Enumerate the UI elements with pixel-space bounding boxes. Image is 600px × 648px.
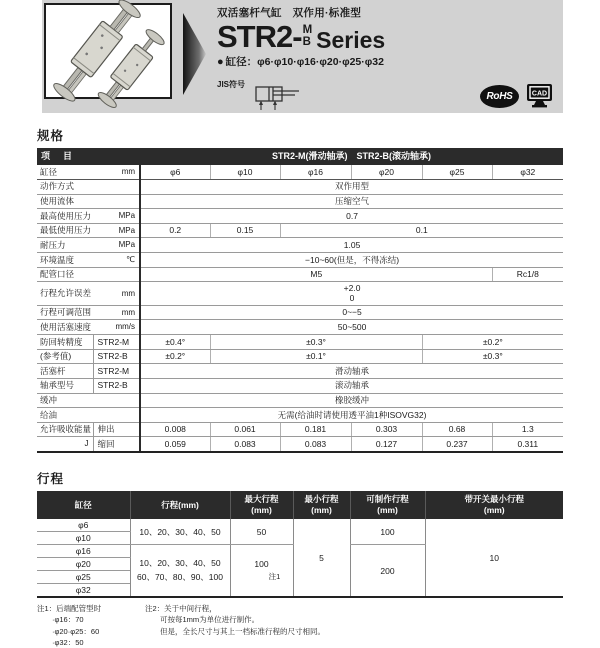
rotation-m-value: ±0.4° xyxy=(140,335,210,350)
spec-section-heading: 规格 xyxy=(37,129,65,143)
footnote-2-line: 但是，全长尺寸与其上一档标准行程的尺寸相同。 xyxy=(160,626,325,636)
stroke-bore-cell: φ20 xyxy=(37,558,130,571)
bullet-icon: ● xyxy=(217,55,224,68)
energy-retract-value: 0.237 xyxy=(422,437,492,451)
mfg-stroke-group1: 100 xyxy=(350,519,425,545)
svg-text:CAD: CAD xyxy=(531,90,548,98)
certification-badges xyxy=(480,84,553,108)
stroke-table xyxy=(37,491,563,596)
spec-value-action: 双作用型 xyxy=(140,179,563,194)
stroke-tolerance-value xyxy=(140,282,563,306)
spec-sublabel-rotation-m: STR2-M xyxy=(93,335,140,350)
spec-value-piston-speed: 50~500 xyxy=(140,320,563,335)
spec-value-lubrication: 无需(给油时请使用透平油1种ISOVG32) xyxy=(140,408,563,423)
port-size-m5: M5 xyxy=(140,267,492,282)
energy-extend-value: 0.303 xyxy=(351,422,422,437)
bore-value: φ25 xyxy=(422,165,492,179)
spec-value-max-pressure: 0.7 xyxy=(140,209,563,224)
energy-retract-value: 0.083 xyxy=(210,437,280,451)
spec-label-piston-rod: 活塞杆 xyxy=(37,364,93,379)
energy-extend-value: 0.181 xyxy=(280,422,351,437)
spec-row-port-size xyxy=(37,267,563,282)
footnote-2-line: 可按每1mm为单位进行制作。 xyxy=(160,615,260,625)
spec-label-action: 动作方式 xyxy=(37,179,140,194)
series-variant-m: M xyxy=(302,23,313,36)
rotation-b-value: ±0.3° xyxy=(422,349,563,364)
spec-unit-stroke-adjust: mm xyxy=(93,305,140,320)
footnote-1-line: ·φ32：50 xyxy=(52,637,84,647)
stroke-header-max-line2: (mm) xyxy=(251,505,272,516)
stroke-values-group2 xyxy=(130,545,230,597)
rotation-b-value: ±0.1° xyxy=(210,349,422,364)
series-variant-stack xyxy=(303,25,313,48)
stroke-bore-cell: φ25 xyxy=(37,571,130,584)
stroke-bore-cell: φ32 xyxy=(75,585,91,596)
product-subtitle: 双活塞杆气缸 双作用·标准型 xyxy=(217,7,362,19)
max-stroke-group1: 50 xyxy=(230,519,293,545)
spec-row-stroke-adjust xyxy=(37,305,563,320)
rotation-b-value: ±0.2° xyxy=(140,349,210,364)
spec-sublabel-rotation-b: STR2-B xyxy=(93,349,140,364)
spec-label-stroke-adjust: 行程可调范围 xyxy=(37,305,93,320)
spec-label-proof-pressure: 耐压力 xyxy=(37,238,93,253)
spec-value-fluid: 压缩空气 xyxy=(140,194,563,209)
spec-label-ambient-temp: 环境温度 xyxy=(37,253,93,268)
spec-unit-stroke-tolerance: mm xyxy=(93,282,140,306)
footnote-2-title: 注2：关于中间行程， xyxy=(145,604,217,614)
spec-row-max-pressure xyxy=(37,209,563,224)
spec-unit-piston-speed: mm/s xyxy=(93,320,140,335)
cylinder-product-image xyxy=(46,5,170,97)
rohs-badge-icon: RoHS xyxy=(480,85,519,108)
stroke-header-mfg xyxy=(350,491,425,519)
stroke-header-switch xyxy=(425,491,563,519)
spec-sublabel-retract: 缩回 xyxy=(93,437,140,451)
port-size-rc: Rc1/8 xyxy=(492,267,563,282)
stroke-values-group1: 10、20、30、40、50 xyxy=(130,519,230,545)
spec-label-min-pressure: 最低使用压力 xyxy=(37,223,93,238)
stroke-header-row xyxy=(37,491,563,519)
spec-header-models: STR2-M(滑动轴承) STR2-B(滚动轴承) xyxy=(140,148,563,165)
spec-unit-min-pressure: MPa xyxy=(93,223,140,238)
hero-text-block xyxy=(217,5,385,69)
spec-label-max-pressure: 最高使用压力 xyxy=(37,209,93,224)
stroke-header-stroke: 行程(mm) xyxy=(130,491,230,519)
footnotes xyxy=(37,603,563,648)
spec-row-piston-speed xyxy=(37,320,563,335)
stroke-bore-cell: φ6 xyxy=(37,519,130,532)
bore-value: φ10 xyxy=(210,165,280,179)
bore-value: φ16 xyxy=(280,165,351,179)
min-pressure-value: 0.15 xyxy=(210,223,280,238)
spec-label-port-size: 配管口径 xyxy=(37,267,140,282)
cad-download-icon xyxy=(526,84,553,108)
stroke-header-switch-line1: 带开关最小行程 xyxy=(464,494,524,505)
product-photo xyxy=(44,3,172,99)
bore-sizes-text: 缸径：φ6·φ10·φ16·φ20·φ25·φ32 xyxy=(225,56,384,68)
footnote-2 xyxy=(145,603,563,648)
bore-value: φ6 xyxy=(140,165,210,179)
stroke-header-mfg-line1: 可制作行程 xyxy=(366,494,409,505)
spec-label-piston-speed: 使用活塞速度 xyxy=(37,320,93,335)
stroke-header-bore: 缸径 xyxy=(37,491,130,519)
spec-unit-max-pressure: MPa xyxy=(93,209,140,224)
stroke-header-max-line1: 最大行程 xyxy=(244,494,279,505)
energy-extend-value: 0.061 xyxy=(210,422,280,437)
spec-unit-ambient-temp: ℃ xyxy=(93,253,140,268)
spec-label-rotation: 防回转精度 xyxy=(37,335,93,350)
spec-label-stroke-tolerance: 行程允许误差 xyxy=(37,282,93,306)
spec-row-cushion xyxy=(37,393,563,408)
spec-sublabel-bearing-m: STR2-M xyxy=(93,364,140,379)
switch-min-stroke-all: 10 xyxy=(425,519,563,596)
footnote-1-title: 注1：后端配管型时 xyxy=(37,604,102,614)
spec-row-rotation-b xyxy=(37,349,563,364)
series-variant-b: B xyxy=(302,35,311,48)
series-prefix: STR2- xyxy=(217,19,302,54)
spec-row-bore xyxy=(37,165,563,179)
spec-row-fluid xyxy=(37,194,563,209)
stroke-section-heading: 行程 xyxy=(37,472,65,487)
spec-label-bearing-type: 轴承型号 xyxy=(37,378,93,393)
stroke-bore-cell: φ10 xyxy=(37,532,130,545)
series-suffix: Series xyxy=(316,27,386,53)
stroke-header-max xyxy=(230,491,293,519)
spec-row-bearing-b xyxy=(37,378,563,393)
rotation-m-value: ±0.2° xyxy=(422,335,563,350)
stroke-values-group2-line1: 10、20、30、40、50 xyxy=(139,558,221,569)
spec-table xyxy=(37,148,563,451)
spec-value-stroke-adjust: 0~−5 xyxy=(140,305,563,320)
spec-label-energy-unit: J xyxy=(84,439,89,449)
energy-extend-value: 0.008 xyxy=(140,422,210,437)
max-stroke-group2-note: 注1 xyxy=(268,572,281,582)
stroke-tolerance-top: +2.0 xyxy=(343,282,361,293)
spec-label-energy: 允许吸收能量 xyxy=(37,422,93,437)
stroke-bore-cell: φ16 xyxy=(37,545,130,558)
footnote-1-line: ·φ16：70 xyxy=(52,615,84,625)
stroke-row-phi6 xyxy=(37,519,563,532)
spec-row-ambient-temp xyxy=(37,253,563,268)
series-title xyxy=(217,21,385,52)
spec-row-rotation-m xyxy=(37,335,563,350)
stroke-values-group2-line2: 60、70、80、90、100 xyxy=(136,571,223,582)
stroke-header-min-line1: 最小行程 xyxy=(304,494,339,505)
spec-row-lubrication xyxy=(37,408,563,423)
spec-label-cushion: 缓冲 xyxy=(37,393,140,408)
spec-header-item: 项 目 xyxy=(37,148,140,165)
energy-retract-value: 0.083 xyxy=(280,437,351,451)
stroke-header-min xyxy=(293,491,350,519)
max-stroke-group2-value: 100 xyxy=(254,559,269,570)
energy-extend-value: 1.3 xyxy=(492,422,563,437)
energy-extend-value: 0.68 xyxy=(422,422,492,437)
spec-row-energy-extend xyxy=(37,422,563,437)
spec-row-min-pressure xyxy=(37,223,563,238)
stroke-table-wrap xyxy=(37,491,563,598)
spec-value-proof-pressure: 1.05 xyxy=(140,238,563,253)
min-pressure-value: 0.2 xyxy=(140,223,210,238)
spec-row-bearing-m xyxy=(37,364,563,379)
stroke-header-min-line2: (mm) xyxy=(311,505,332,516)
bearing-m-value: 滑动轴承 xyxy=(140,364,563,379)
hero-arrow-triangle xyxy=(183,13,207,95)
spec-value-cushion: 橡胶缓冲 xyxy=(140,393,563,408)
spec-row-energy-retract xyxy=(37,437,563,451)
max-stroke-group2 xyxy=(230,545,293,597)
bore-value: φ20 xyxy=(351,165,422,179)
energy-retract-value: 0.311 xyxy=(492,437,563,451)
spec-table-wrap xyxy=(37,148,563,453)
spec-label-lubrication: 给油 xyxy=(37,408,140,423)
spec-value-ambient-temp: −10~60(但是，不得冻结) xyxy=(140,253,563,268)
spec-label-rotation-ref: (参考值) xyxy=(37,349,93,364)
mfg-stroke-group2: 200 xyxy=(350,545,425,597)
rotation-m-value: ±0.3° xyxy=(210,335,422,350)
bearing-b-value: 滚动轴承 xyxy=(140,378,563,393)
jis-pneumatic-symbol-icon xyxy=(255,85,301,111)
footnote-1 xyxy=(37,603,145,648)
bore-value: φ32 xyxy=(492,165,563,179)
spec-label-bore: 缸径 xyxy=(37,165,93,179)
content-area xyxy=(37,0,563,648)
energy-retract-value: 0.127 xyxy=(351,437,422,451)
spec-row-action xyxy=(37,179,563,194)
min-pressure-value: 0.1 xyxy=(280,223,563,238)
min-stroke-all: 5 xyxy=(293,519,350,596)
bore-sizes-line xyxy=(217,54,385,69)
footnote-1-line: ·φ20·φ25：60 xyxy=(52,626,100,636)
stroke-header-switch-line2: (mm) xyxy=(483,505,505,516)
hero-band xyxy=(42,0,563,113)
spec-row-proof-pressure xyxy=(37,238,563,253)
spec-sublabel-bearing-b: STR2-B xyxy=(93,378,140,393)
spec-unit-bore: mm xyxy=(93,165,140,179)
spec-label-fluid: 使用流体 xyxy=(37,194,140,209)
spec-sublabel-extend: 伸出 xyxy=(93,422,140,437)
stroke-header-mfg-line2: (mm) xyxy=(377,505,398,516)
spec-unit-proof-pressure: MPa xyxy=(93,238,140,253)
stroke-tolerance-bottom: 0 xyxy=(349,292,355,303)
jis-symbol-label: JIS符号 xyxy=(217,80,246,89)
spec-row-stroke-tolerance xyxy=(37,282,563,306)
energy-retract-value: 0.059 xyxy=(140,437,210,451)
spec-header-row xyxy=(37,148,563,165)
